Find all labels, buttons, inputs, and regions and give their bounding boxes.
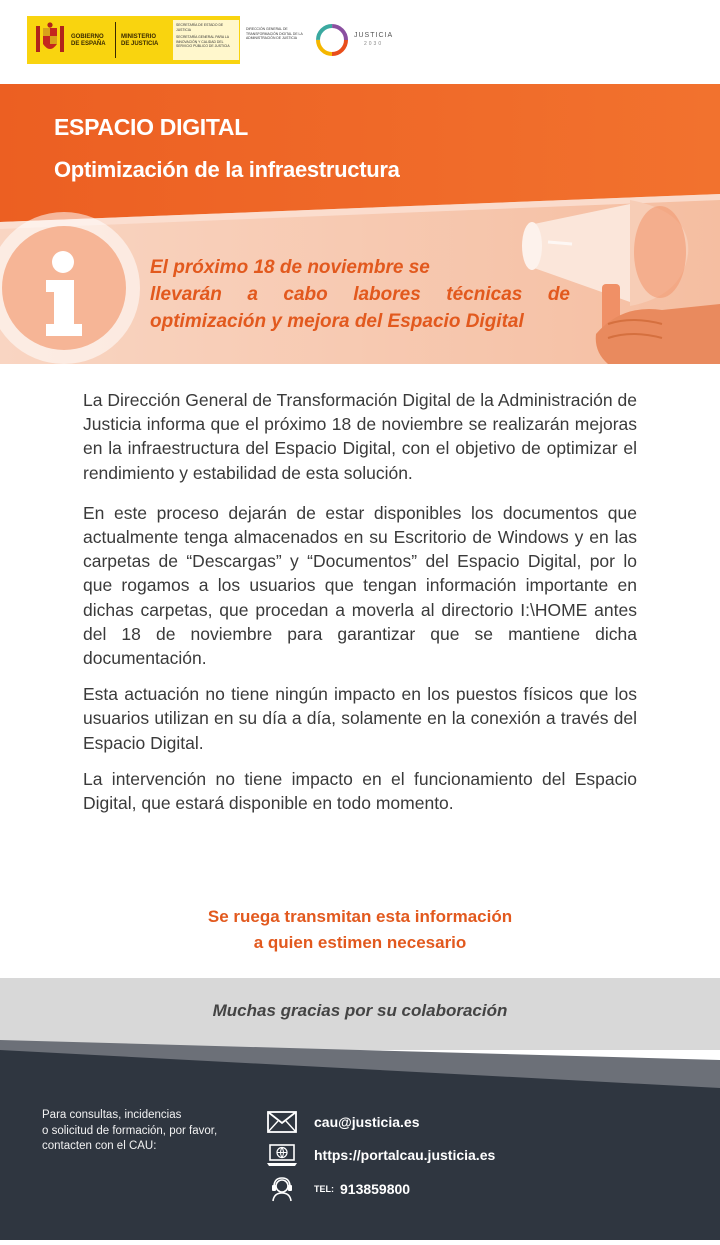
secretaria-label: SECRETARÍA DE ESTADO DE JUSTICIA [176,23,224,32]
paragraph-3: Esta actuación no tiene ningún impacto en los puestos físicos que los usuarios utilizan en su día a día, solamente en la conexión a través del Espacio Digital. [83,684,637,753]
contact-note-line-3: contacten con el CAU: [42,1140,157,1152]
gobierno-label: GOBIERNO DE ESPAÑA [71,34,106,47]
contact-note-line-1: Para consultas, incidencias [42,1109,182,1121]
tel-label: TEL: [314,1184,334,1194]
lead-line-3: optimización y mejora del Espacio Digital [150,311,524,332]
lead-announcement [150,254,570,335]
gobierno-logo [27,16,240,64]
laptop-globe-icon [266,1142,298,1168]
request-note [0,904,720,956]
portal-link[interactable]: https://portalcau.justicia.es [314,1147,496,1163]
justicia-logo-text: JUSTICIA [354,32,394,39]
lead-line-2: llevarán a cabo labores técnicas de [150,284,570,305]
email-link[interactable]: cau@justicia.es [314,1114,420,1130]
request-line-2: a quien estimen necesario [253,933,467,952]
secretaria-block [173,20,239,60]
request-line-1: Se ruega transmitan esta información [207,907,513,926]
divider [115,22,116,58]
justicia-logo-year: 2030 [364,41,384,47]
body-content [83,388,637,827]
paragraph-4: La intervención no tiene impacto en el funcionamiento del Espacio Digital, que estará disponible en todo momento. [83,768,637,814]
contact-email-row [266,1109,419,1135]
contact-note-line-2: o solicitud de formación, por favor, [42,1124,218,1137]
page-subtitle: Optimización de la infraestructura [54,157,400,182]
contact-note [42,1108,252,1155]
justicia-ring-icon [314,22,350,58]
coat-of-arms-icon [33,22,67,58]
secretaria-general-label: SECRETARÍA GENERAL PARA LA INNOVACIÓN Y CALIDAD DEL SERVICIO PÚBLICO DE JUSTICIA [176,35,230,48]
info-icon [0,212,148,364]
lead-line-1: El próximo 18 de noviembre se [150,257,430,278]
contact-tel-row [266,1176,410,1202]
paragraph-1: La Dirección General de Transformación Digital de la Administración de Justicia informa que el próximo 18 de noviembre se realizarán mejoras en la infraestructura del Espacio Digital, con el objetivo de optimizar el rendimiento y estabilidad de esta solución. [83,390,637,483]
justicia-2030-logo [314,22,394,58]
contact-portal-row [266,1142,495,1168]
phone-link[interactable]: 913859800 [340,1181,411,1197]
bottom-strip [0,1240,720,1245]
paragraph-2: En este proceso dejarán de estar disponibles los documentos que actualmente tenga almacenados en su Escritorio de Windows y en las carpetas de “Descargas” y “Documentos” del Espacio Digital, por lo que rogamos a los usuarios que tengan información importante en dichas carpetas, que procedan a moverla al directorio I:\HOME antes del 18 de noviembre para garantizar que se mantiene dicha documentación. [83,502,637,669]
ministerio-label: MINISTERIO DE JUSTICIA [121,34,159,47]
headset-icon [266,1176,298,1202]
thanks-text: Muchas gracias por su colaboración [212,1001,508,1020]
envelope-icon [266,1109,298,1135]
page-title: ESPACIO DIGITAL [54,114,248,140]
logo-bar [0,0,720,84]
direccion-general-label: DIRECCIÓN GENERAL DE TRANSFORMACIÓN DIGITAL DE LA ADMINISTRACIÓN DE JUSTICIA [246,27,303,41]
